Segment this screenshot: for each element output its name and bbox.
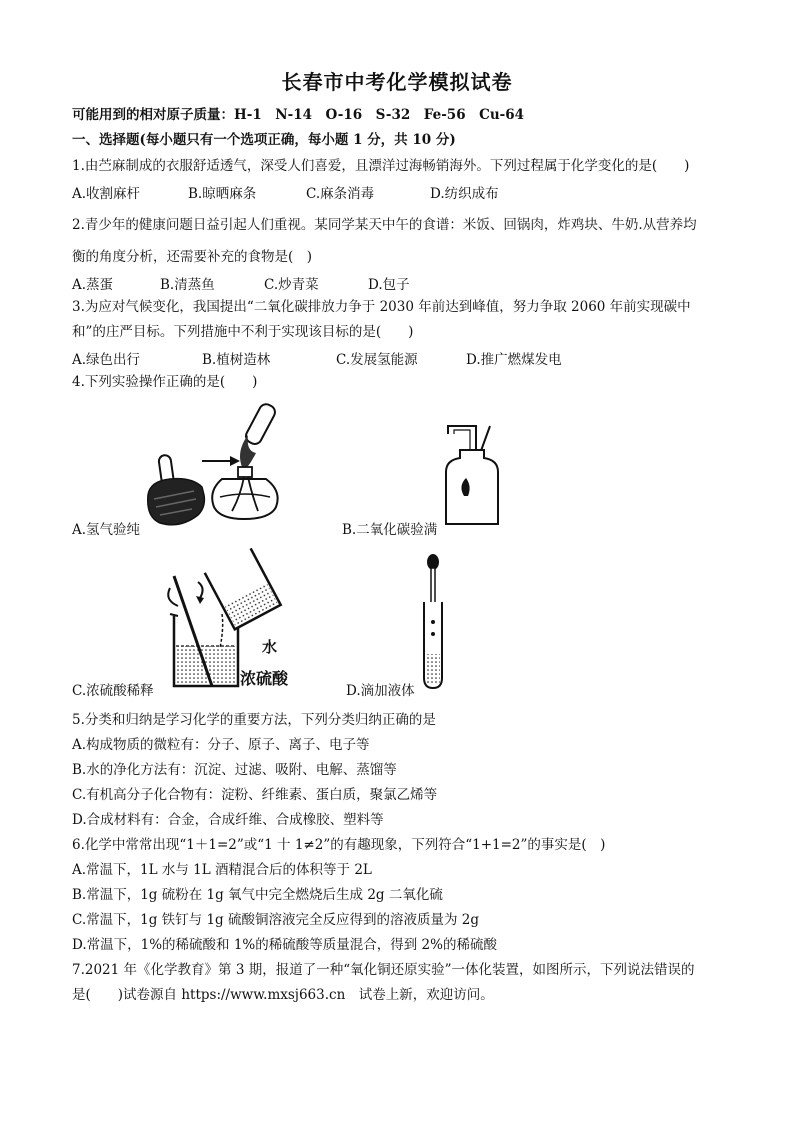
q6-option-a: A.常温下，1L 水与 1L 酒精混合后的体积等于 2L (72, 862, 372, 878)
q5-option-c: C.有机高分子化合物有：淀粉、纤维素、蛋白质，聚氯乙烯等 (72, 787, 438, 803)
q6-option-d: D.常温下，1%的稀硫酸和 1%的稀硫酸等质量混合，得到 2%的稀硫酸 (72, 937, 497, 953)
q5-option-d: D.合成材料有：合金，合成纤维、合成橡胶、塑料等 (72, 812, 384, 828)
option-c: C.发展氢能源 (336, 352, 418, 368)
q6-option-b: B.常温下，1g 硫粉在 1g 氧气中完全燃烧后生成 2g 二氧化硫 (72, 887, 443, 903)
question-3-stem: 3.为应对气候变化，我国提出“二氧化碳排放力争于 2030 年前达到峰值，努力争取 2060 年前实现碳中 (72, 299, 691, 315)
figure-a-label: A.氢气验纯 (72, 522, 141, 538)
option-b: B.晾晒麻条 (188, 186, 257, 202)
q6-option-c: C.常温下，1g 铁钉与 1g 硫酸铜溶液完全反应得到的溶液质量为 2g (72, 912, 479, 928)
question-2-stem: 2.青少年的健康问题日益引起人们重视。某同学某天中午的食谱：米饭、回锅肉，炸鸡块、牛奶.从营养均 (72, 217, 697, 233)
option-b: B.植树造林 (202, 352, 271, 368)
q5-option-a: A.构成物质的微粒有：分子、原子、离子、电子等 (72, 737, 370, 753)
option-d: D.纺织成布 (430, 186, 499, 202)
acid-label: 浓硫酸 (240, 669, 289, 688)
section-heading: 一、选择题(每小题只有一个选项正确，每小题 1 分，共 10 分) (72, 132, 456, 148)
option-c: C.炒青菜 (264, 277, 319, 293)
option-d: D.推广燃煤发电 (466, 352, 562, 368)
co2-bottle-figure (440, 420, 510, 530)
option-b: B.清蒸鱼 (160, 277, 215, 293)
dropper-figure (418, 552, 448, 692)
option-c: C.麻条消毒 (306, 186, 375, 202)
hydrogen-test-figure (140, 395, 290, 535)
question-7-stem: 7.2021 年《化学教育》第 3 期，报道了一种“氧化铜还原实验”一体化装置，如图所示，下列说法错误的 (72, 962, 695, 978)
page-title: 长春市中考化学模拟试卷 (281, 70, 513, 94)
option-a: A.收割麻杆 (72, 186, 141, 202)
question-1-stem: 1.由苎麻制成的衣服舒适透气，深受人们喜爱，且漂洋过海畅销海外。下列过程属于化学变化的是( ) (72, 158, 690, 174)
option-a: A.蒸蛋 (72, 277, 114, 293)
question-3-options (72, 348, 562, 368)
figure-c-label: C.浓硫酸稀释 (72, 683, 154, 699)
question-7-stem-cont: 是( )试卷源自 https://www.mxsj663.cn 试卷上新，欢迎访问。 (72, 987, 494, 1003)
atomic-masses: 可能用到的相对原子质量：H-1 N-14 O-16 S-32 Fe-56 Cu-64 (72, 107, 525, 123)
figure-d-label: D.滴加液体 (346, 683, 415, 699)
q5-option-b: B.水的净化方法有：沉淀、过滤、吸附、电解、蒸馏等 (72, 762, 397, 778)
question-1-options (72, 182, 499, 202)
question-2-options (72, 273, 410, 293)
question-2-stem-cont: 衡的角度分析，还需要补充的食物是( ) (72, 249, 313, 265)
option-d: D.包子 (368, 277, 410, 293)
question-3-stem-cont: 和”的庄严目标。下列措施中不利于实现该目标的是( ) (72, 324, 414, 340)
question-4-stem: 4.下列实验操作正确的是( ) (72, 374, 258, 390)
question-6-stem: 6.化学中常常出现“1＋1=2”或“1 十 1≠2”的有趣现象，下列符合“1+1=2”的事实是( ) (72, 837, 606, 853)
figure-b-label: B.二氧化碳验满 (342, 522, 438, 538)
question-5-stem: 5.分类和归纳是学习化学的重要方法，下列分类归纳正确的是 (72, 712, 436, 728)
option-a: A.绿色出行 (72, 352, 141, 368)
water-label: 水 (262, 638, 278, 656)
